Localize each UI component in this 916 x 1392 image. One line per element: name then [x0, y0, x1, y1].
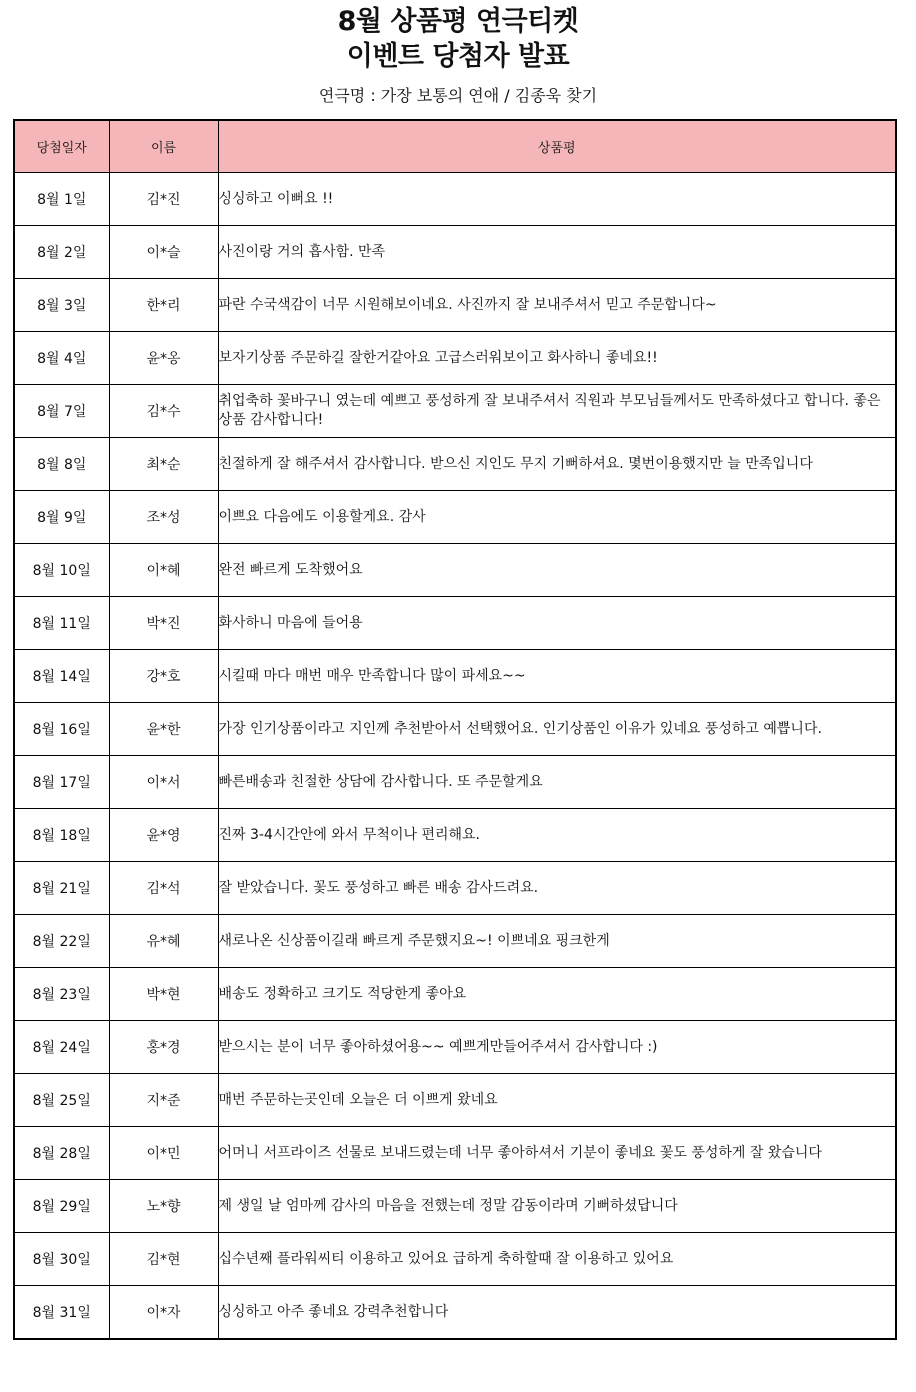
- winner-name-cell: 김*수: [109, 385, 218, 438]
- winner-name-cell: 노*향: [109, 1180, 218, 1233]
- review-text-cell: 배송도 정확하고 크기도 적당한게 좋아요: [218, 968, 896, 1021]
- winner-date-cell: 8월 1일: [14, 173, 109, 226]
- winner-date-cell: 8월 7일: [14, 385, 109, 438]
- table-row: [14, 1286, 896, 1340]
- review-text-cell: 십수년째 플라워씨티 이용하고 있어요 급하게 축하할때 잘 이용하고 있어요: [218, 1233, 896, 1286]
- winner-name-cell: 윤*영: [109, 809, 218, 862]
- table-row: [14, 809, 896, 862]
- winner-name-cell: 최*순: [109, 438, 218, 491]
- winner-date-cell: 8월 29일: [14, 1180, 109, 1233]
- winner-name-cell: 윤*한: [109, 703, 218, 756]
- review-text-cell: 싱싱하고 아주 좋네요 강력추천합니다: [218, 1286, 896, 1340]
- review-text-cell: 완전 빠르게 도착했어요: [218, 544, 896, 597]
- winner-date-cell: 8월 9일: [14, 491, 109, 544]
- review-text-cell: 어머니 서프라이즈 선물로 보내드렸는데 너무 좋아하셔서 기분이 좋네요 꽃도 풍성하게 잘 왔습니다: [218, 1127, 896, 1180]
- winner-name-cell: 이*자: [109, 1286, 218, 1340]
- table-row: [14, 968, 896, 1021]
- winner-date-cell: 8월 22일: [14, 915, 109, 968]
- table-row: [14, 173, 896, 226]
- review-text-cell: 새로나온 신상품이길래 빠르게 주문했지요~! 이쁘네요 핑크한게: [218, 915, 896, 968]
- winner-name-cell: 김*진: [109, 173, 218, 226]
- winner-name-cell: 유*혜: [109, 915, 218, 968]
- review-text-cell: 파란 수국색감이 너무 시원해보이네요. 사진까지 잘 보내주셔서 믿고 주문합니다~: [218, 279, 896, 332]
- table-row: [14, 491, 896, 544]
- table-row: [14, 915, 896, 968]
- review-text-cell: 잘 받았습니다. 꽃도 풍성하고 빠른 배송 감사드려요.: [218, 862, 896, 915]
- winner-name-cell: 박*진: [109, 597, 218, 650]
- column-header-review: 상품평: [218, 120, 896, 173]
- winner-date-cell: 8월 8일: [14, 438, 109, 491]
- winner-date-cell: 8월 30일: [14, 1233, 109, 1286]
- winner-name-cell: 지*준: [109, 1074, 218, 1127]
- winners-table: [13, 119, 897, 1340]
- review-text-cell: 받으시는 분이 너무 좋아하셨어용~~ 예쁘게만들어주셔서 감사합니다 :): [218, 1021, 896, 1074]
- review-text-cell: 제 생일 날 엄마께 감사의 마음을 전했는데 정말 감동이라며 기뻐하셨답니다: [218, 1180, 896, 1233]
- winner-date-cell: 8월 11일: [14, 597, 109, 650]
- table-body: [14, 173, 896, 1340]
- table-row: [14, 650, 896, 703]
- review-text-cell: 이쁘요 다음에도 이용할게요. 감사: [218, 491, 896, 544]
- table-row: [14, 597, 896, 650]
- table-row: [14, 1074, 896, 1127]
- winner-date-cell: 8월 10일: [14, 544, 109, 597]
- winner-date-cell: 8월 2일: [14, 226, 109, 279]
- winner-date-cell: 8월 24일: [14, 1021, 109, 1074]
- winner-name-cell: 강*호: [109, 650, 218, 703]
- winner-date-cell: 8월 14일: [14, 650, 109, 703]
- winner-date-cell: 8월 23일: [14, 968, 109, 1021]
- winner-date-cell: 8월 31일: [14, 1286, 109, 1340]
- table-row: [14, 385, 896, 438]
- table-header-row: [14, 120, 896, 173]
- review-text-cell: 시킬때 마다 매번 매우 만족합니다 많이 파세요~~: [218, 650, 896, 703]
- winner-name-cell: 조*성: [109, 491, 218, 544]
- table-row: [14, 1127, 896, 1180]
- review-text-cell: 싱싱하고 이뻐요 !!: [218, 173, 896, 226]
- title-line-2: 이벤트 당첨자 발표: [346, 41, 570, 72]
- winner-name-cell: 윤*옹: [109, 332, 218, 385]
- table-row: [14, 279, 896, 332]
- review-text-cell: 사진이랑 거의 흡사함. 만족: [218, 226, 896, 279]
- winner-date-cell: 8월 16일: [14, 703, 109, 756]
- winner-name-cell: 박*현: [109, 968, 218, 1021]
- review-text-cell: 매번 주문하는곳인데 오늘은 더 이쁘게 왔네요: [218, 1074, 896, 1127]
- column-header-date: 당첨일자: [14, 120, 109, 173]
- column-header-name: 이름: [109, 120, 218, 173]
- table-row: [14, 438, 896, 491]
- winner-date-cell: 8월 4일: [14, 332, 109, 385]
- winner-date-cell: 8월 17일: [14, 756, 109, 809]
- winner-name-cell: 이*슬: [109, 226, 218, 279]
- winner-date-cell: 8월 21일: [14, 862, 109, 915]
- review-text-cell: 화사하니 마음에 들어용: [218, 597, 896, 650]
- table-row: [14, 332, 896, 385]
- table-row: [14, 1233, 896, 1286]
- review-text-cell: 취업축하 꽃바구니 였는데 예쁘고 풍성하게 잘 보내주셔서 직원과 부모님들께서도 만족하셨다고 합니다. 좋은 상품 감사합니다!: [218, 385, 896, 438]
- winner-name-cell: 이*민: [109, 1127, 218, 1180]
- winner-name-cell: 홍*경: [109, 1021, 218, 1074]
- winner-name-cell: 한*리: [109, 279, 218, 332]
- table-row: [14, 756, 896, 809]
- review-text-cell: 진짜 3-4시간안에 와서 무척이나 편리해요.: [218, 809, 896, 862]
- table-row: [14, 1180, 896, 1233]
- review-text-cell: 빠른배송과 친절한 상담에 감사합니다. 또 주문할게요: [218, 756, 896, 809]
- table-row: [14, 544, 896, 597]
- winner-name-cell: 이*혜: [109, 544, 218, 597]
- review-text-cell: 가장 인기상품이라고 지인께 추천받아서 선택했어요. 인기상품인 이유가 있네요 풍성하고 예쁩니다.: [218, 703, 896, 756]
- winner-date-cell: 8월 28일: [14, 1127, 109, 1180]
- winner-date-cell: 8월 3일: [14, 279, 109, 332]
- table-row: [14, 862, 896, 915]
- winner-name-cell: 이*서: [109, 756, 218, 809]
- table-row: [14, 1021, 896, 1074]
- review-text-cell: 보자기상품 주문하길 잘한거같아요 고급스러워보이고 화사하니 좋네요!!: [218, 332, 896, 385]
- table-row: [14, 226, 896, 279]
- review-text-cell: 친절하게 잘 해주셔서 감사합니다. 받으신 지인도 무지 기뻐하셔요. 몇번이용했지만 늘 만족입니다: [218, 438, 896, 491]
- title-line-1: 8월 상품평 연극티켓: [337, 6, 579, 37]
- play-name-subtitle: 연극명 : 가장 보통의 연애 / 김종욱 찾기: [318, 86, 598, 105]
- winner-date-cell: 8월 18일: [14, 809, 109, 862]
- winner-name-cell: 김*석: [109, 862, 218, 915]
- table-row: [14, 703, 896, 756]
- winner-name-cell: 김*현: [109, 1233, 218, 1286]
- winner-date-cell: 8월 25일: [14, 1074, 109, 1127]
- page-title: [0, 4, 916, 74]
